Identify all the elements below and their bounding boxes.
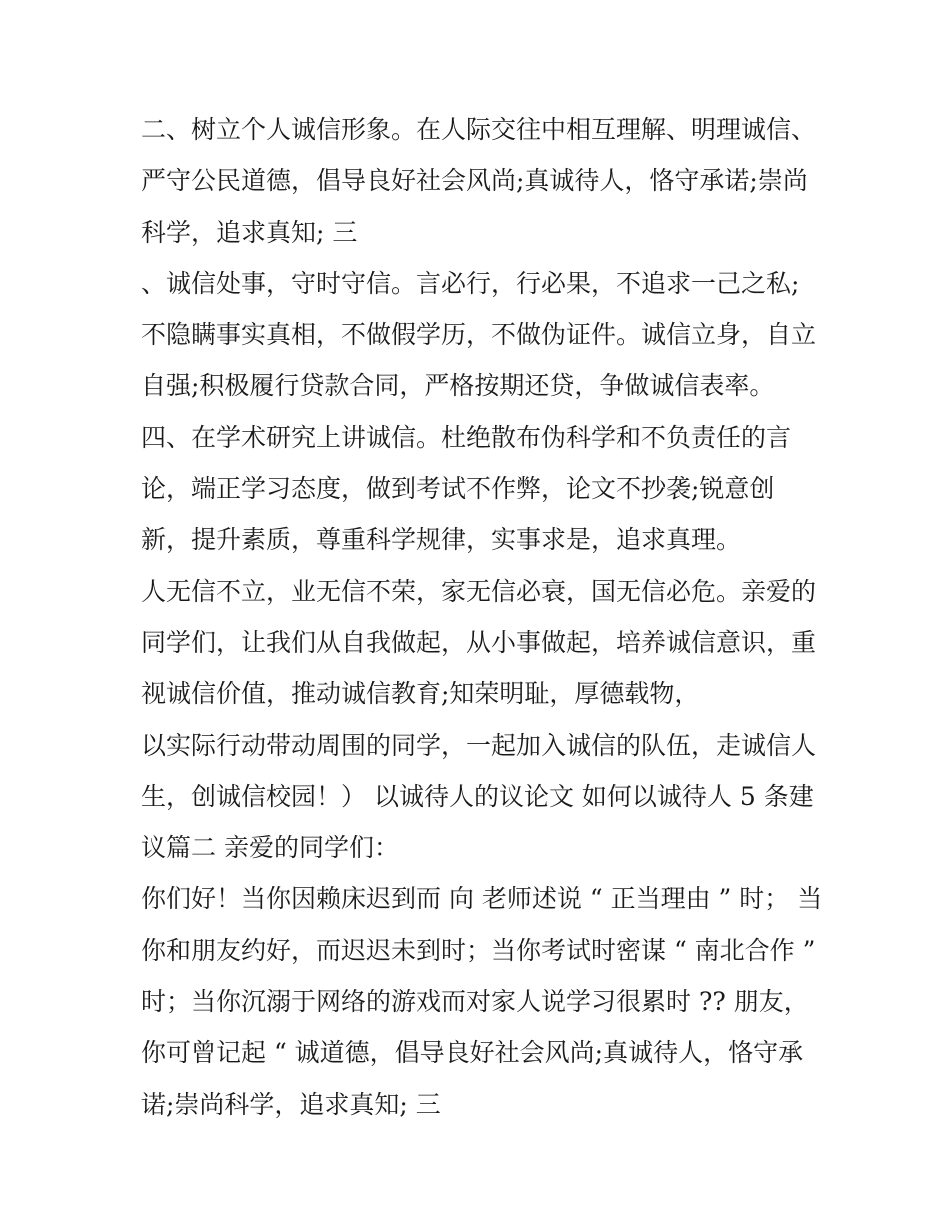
text-line-3: 科学，追求真知; 三 (141, 217, 358, 247)
text-line-8: 论，端正学习态度，做到考试不作弊，论文不抄袭;锐意创 (141, 474, 775, 504)
text-line-4: 、诚信处事，守时守信。言必行，行必果，不追求一己之私; (141, 268, 800, 298)
text-line-15: 议篇二 亲爱的同学们： (141, 833, 399, 863)
text-line-17: 你和朋友约好，而迟迟未到时；当你考试时密谋 “ 南北合作 ” (141, 935, 816, 965)
text-line-14: 生，创诚信校园！） 以诚待人的议论文 如何以诚待人 5 条建 (141, 781, 814, 811)
text-line-1: 二、树立个人诚信形象。在人际交往中相互理解、明理诚信、 (141, 115, 817, 144)
body-text (141, 104, 821, 1130)
text-line-10: 人无信不立，业无信不荣，家无信必衰，国无信必危。亲爱的 (141, 576, 817, 606)
text-line-18: 时；当你沉溺于网络的游戏而对家人说学习很累时 ?? 朋友， (141, 987, 809, 1017)
text-line-2: 严守公民道德，倡导良好社会风尚;真诚待人，恪守承诺;崇尚 (141, 166, 808, 196)
text-line-7: 四、在学术研究上讲诚信。杜绝散布伪科学和不负责任的言 (141, 422, 792, 452)
text-line-16: 你们好！当你因赖床迟到而 向 老师述说 “ 正当理由 ” 时； 当 (141, 884, 823, 914)
text-line-5: 不隐瞒事实真相，不做假学历，不做伪证件。诚信立身，自立 (141, 320, 817, 350)
text-line-11: 同学们，让我们从自我做起，从小事做起，培养诚信意识，重 (141, 627, 817, 657)
text-line-12: 视诚信价值，推动诚信教育;知荣明耻，厚德载物， (141, 679, 700, 709)
text-line-6: 自强;积极履行贷款合同，严格按期还贷，争做诚信表率。 (141, 371, 775, 401)
text-line-9: 新，提升素质，尊重科学规律，实事求是，追求真理。 (141, 525, 742, 555)
text-line-13: 以实际行动带动周围的同学，一起加入诚信的队伍，走诚信人 (141, 730, 817, 760)
text-line-19: 你可曾记起 “ 诚道德，倡导良好社会风尚;真诚待人，恪守承 (141, 1038, 804, 1068)
text-line-20: 诺;崇尚科学，追求真知; 三 (141, 1089, 441, 1119)
